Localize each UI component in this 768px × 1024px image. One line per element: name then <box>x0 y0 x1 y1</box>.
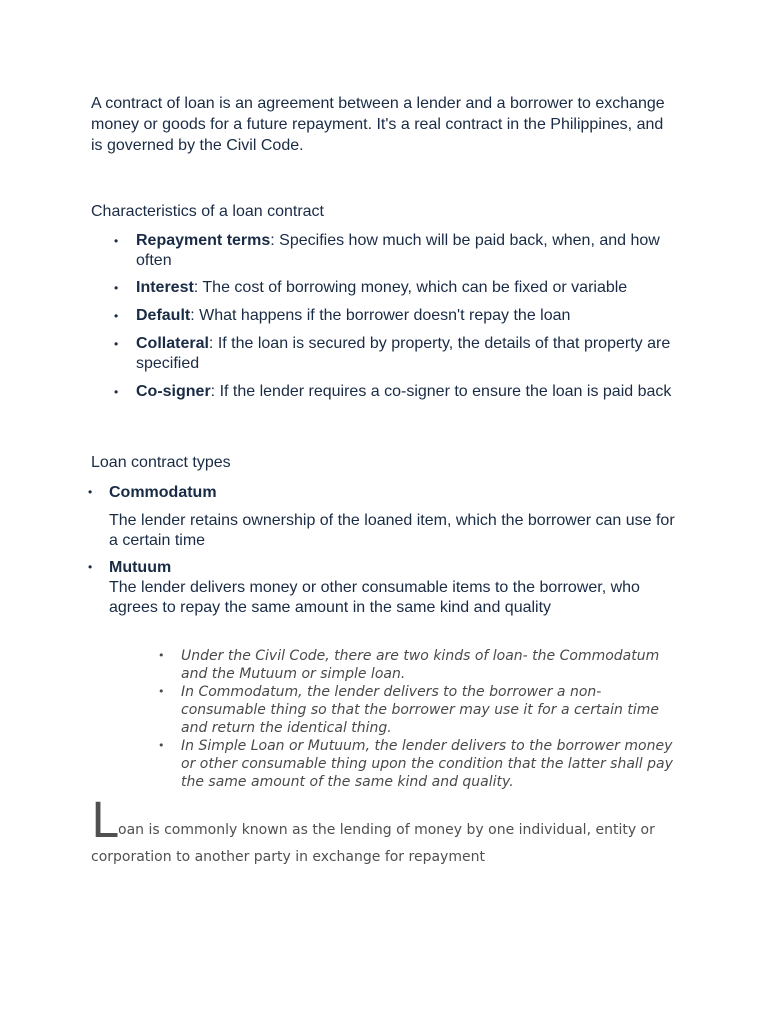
list-item <box>136 306 570 326</box>
list-item <box>109 482 679 551</box>
list-item <box>136 231 682 271</box>
note-item: • In Simple Loan or Mutuum, the lender delivers to the borrower money or other consumable thing upon the condition that the latter shall pay the same amount of the same kind and quality. <box>181 737 681 791</box>
note-item: • Under the Civil Code, there are two kinds of loan- the Commodatum and the Mutuum or simple loan. <box>181 647 681 683</box>
term-label: Co-signer <box>136 383 211 400</box>
loan-type-description: The lender delivers money or other consumable items to the borrower, who agrees to repay the same amount in the same kind and quality <box>109 579 640 616</box>
list-item <box>136 334 682 374</box>
loan-types-heading: Loan contract types <box>91 454 231 471</box>
loan-type-description: The lender retains ownership of the loaned item, which the borrower can use for a certain time <box>109 512 675 549</box>
loan-type-name: • Mutuum <box>109 559 172 576</box>
term-label: Collateral <box>136 335 209 352</box>
term-description: : The cost of borrowing money, which can be fixed or variable <box>193 279 628 296</box>
term-description: : If the lender requires a co-signer to ensure the loan is paid back <box>210 383 672 400</box>
list-item <box>109 557 679 618</box>
list-item <box>136 382 671 402</box>
dropcap-paragraph-line: oan is commonly known as the lending of money by one individual, entity or <box>118 822 655 838</box>
term-label: Default <box>136 307 191 324</box>
dropcap-paragraph-line: corporation to another party in exchange for repayment <box>91 849 485 865</box>
term-label: Interest <box>136 279 194 296</box>
note-item: • In Commodatum, the lender delivers to the borrower a non-consumable thing so that the borrower may use it for a certain time and return the identical thing. <box>181 683 681 737</box>
term-description: : If the loan is secured by property, the details of that property are specified <box>136 335 671 372</box>
loan-type-name: • Commodatum <box>109 484 217 501</box>
term-description: : What happens if the borrower doesn't repay the loan <box>190 307 571 324</box>
drop-cap-letter: L <box>91 793 118 849</box>
intro-paragraph: A contract of loan is an agreement between a lender and a borrower to exchange money or goods for a future repayment. It's a real contract in the Philippines, and is governed by the Civil Code. <box>91 95 665 154</box>
term-label: Repayment terms <box>136 232 271 249</box>
civil-code-notes <box>181 647 681 791</box>
term-description: : Specifies how much will be paid back, when, and how often <box>136 232 660 269</box>
characteristics-heading: Characteristics of a loan contract <box>91 203 324 220</box>
list-item <box>136 278 627 298</box>
